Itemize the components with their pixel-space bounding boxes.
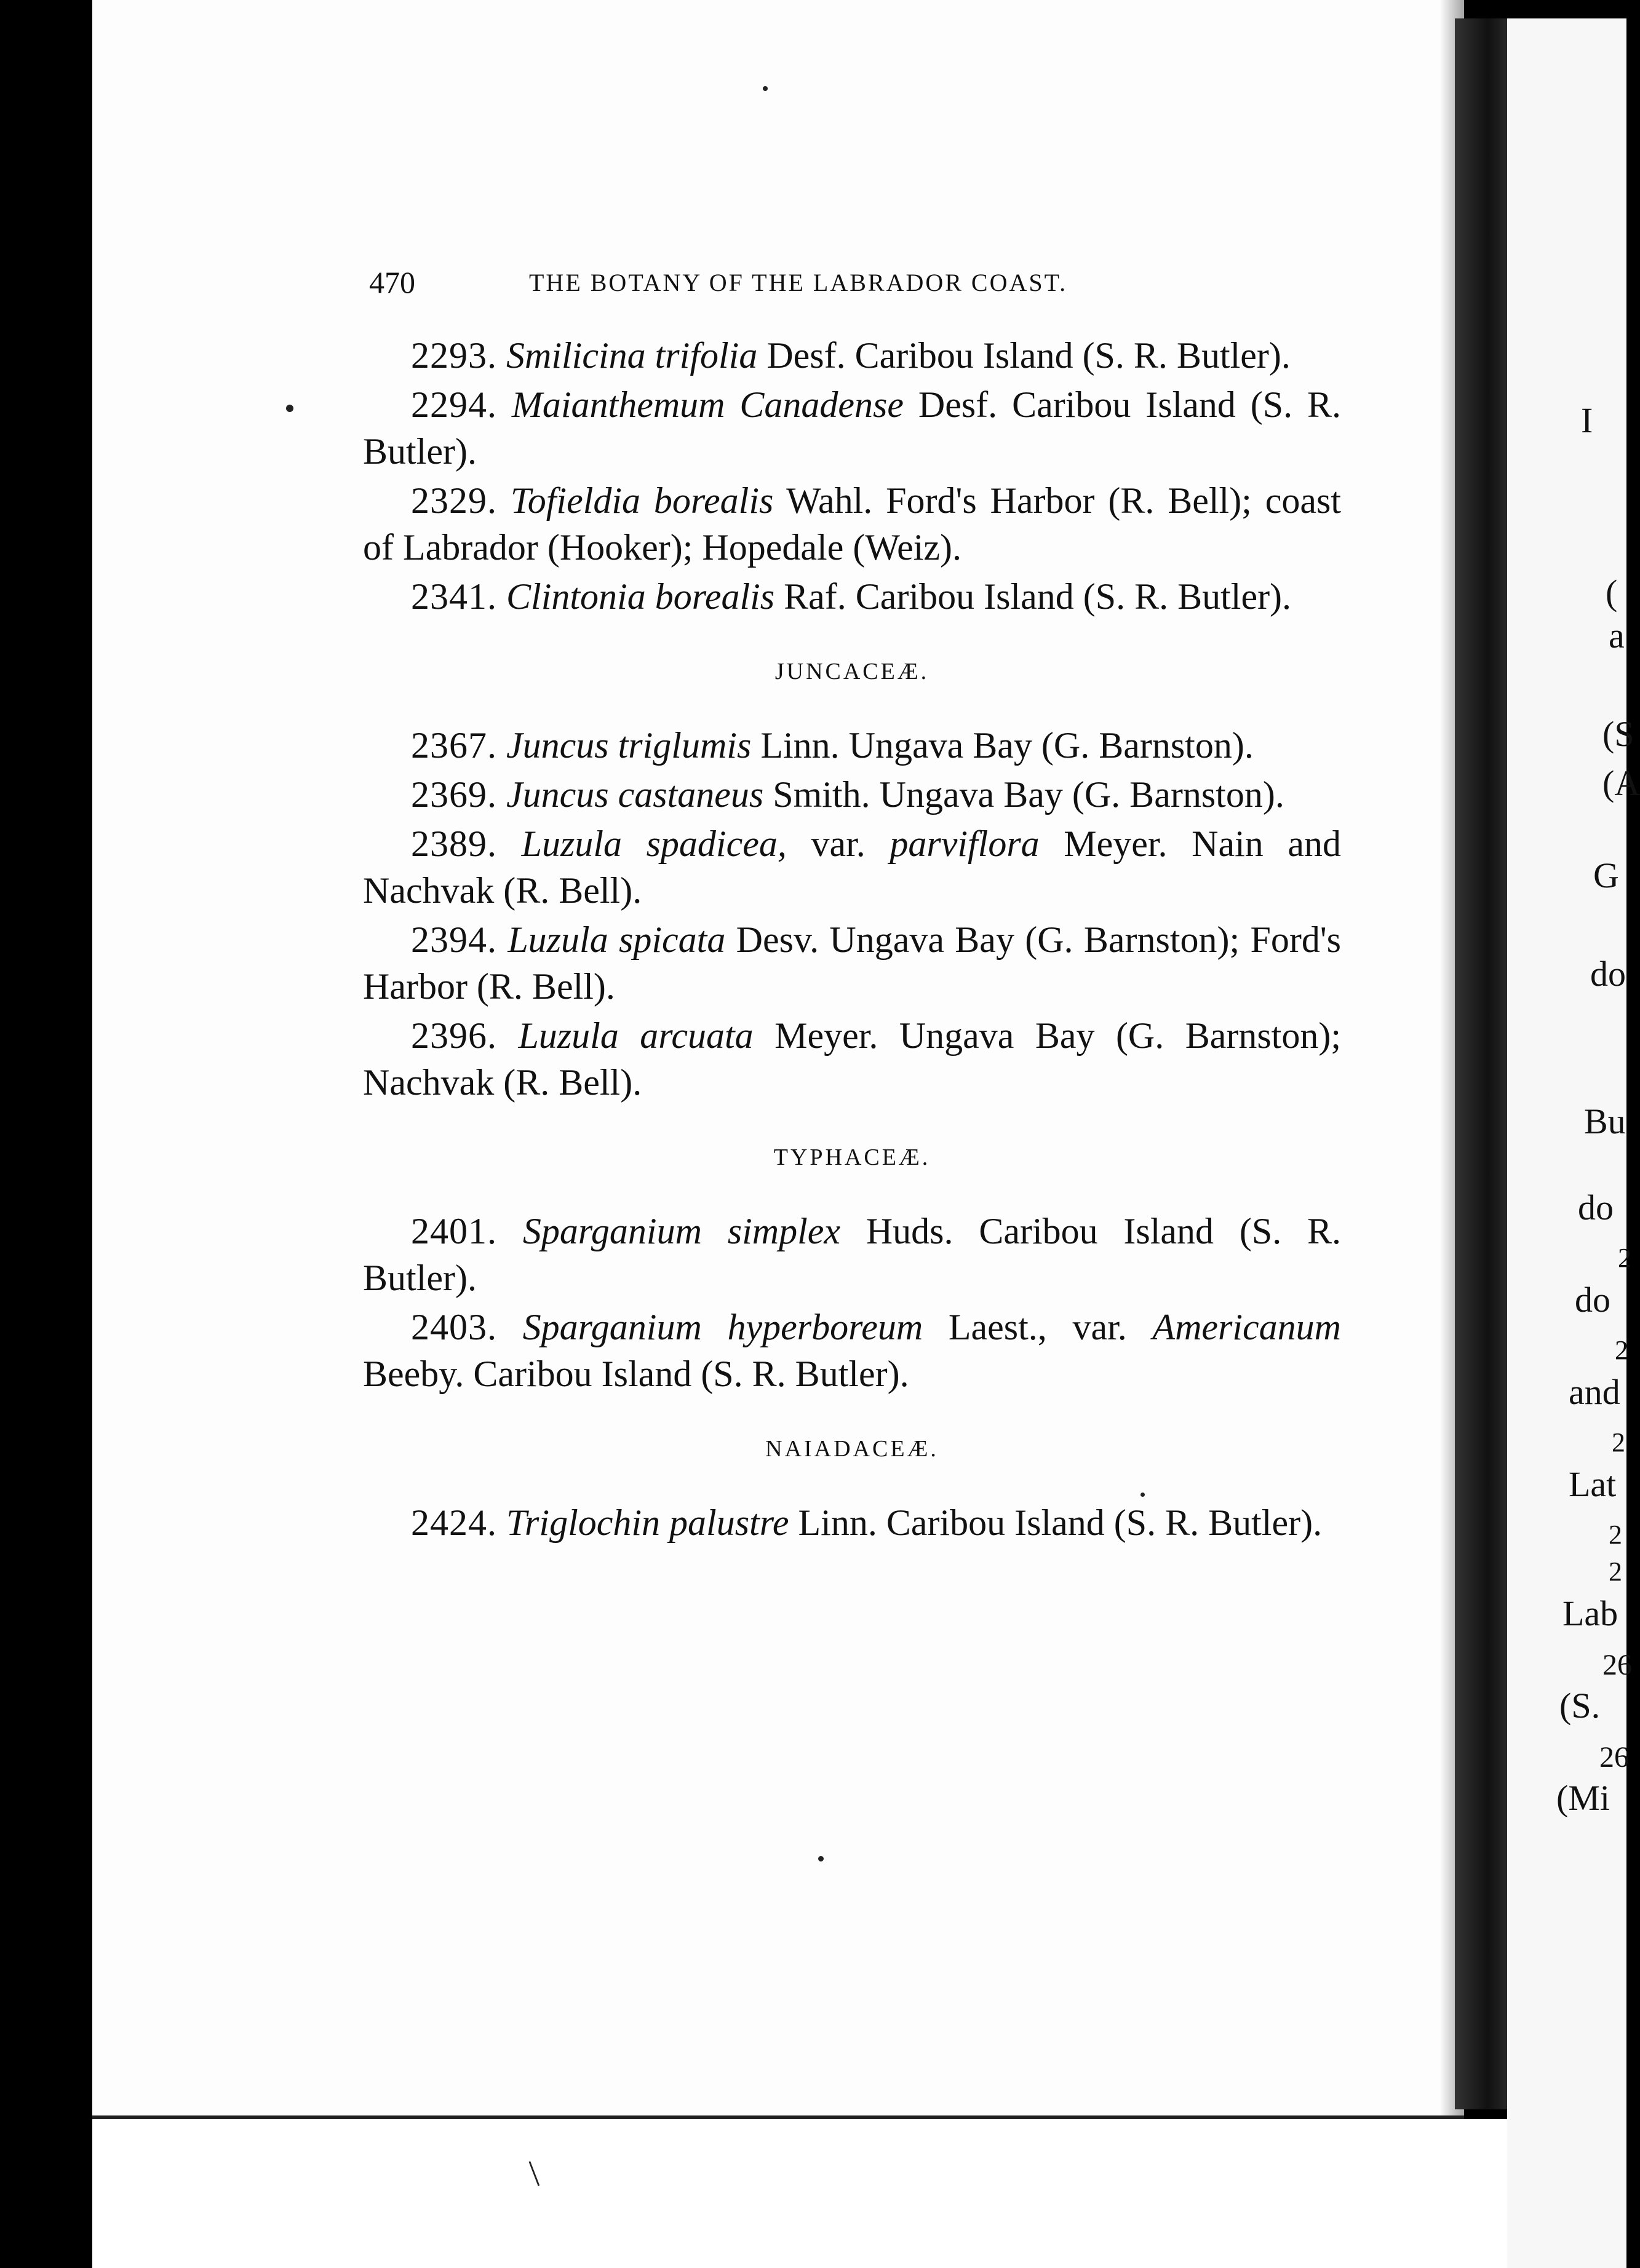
- species-entry: [363, 771, 1341, 818]
- running-head: [369, 264, 1230, 307]
- species-entry: [363, 1304, 1341, 1397]
- entry-text: Huds. Caribou Island (S. R. Butler).: [363, 1211, 1342, 1298]
- species-entry: [363, 722, 1341, 769]
- entry-text: Laest., var.: [923, 1307, 1153, 1347]
- species-entry: [363, 381, 1341, 475]
- family-heading: JUNCACEÆ.: [774, 659, 929, 684]
- entry-number: 2367.: [411, 725, 497, 766]
- margin-dot: [286, 405, 293, 412]
- entry-text: var.: [786, 823, 890, 864]
- variety-name: parviflora: [890, 823, 1040, 864]
- entry-text: Raf. Caribou Island (S. R. Butler).: [774, 576, 1292, 617]
- facing-page-edge: [1507, 18, 1640, 2268]
- entry-number: 2369.: [411, 774, 497, 815]
- entry-number: 2403.: [411, 1307, 497, 1347]
- margin-dot: [818, 1856, 824, 1862]
- species-entry: [363, 573, 1341, 620]
- entry-number: 2329.: [411, 480, 497, 521]
- margin-mark: /: [517, 2154, 551, 2192]
- facing-page-fragment: Lat: [1569, 1464, 1617, 1504]
- species-name: Luzula spadicea,: [521, 823, 787, 864]
- species-name: Luzula spicata: [508, 919, 726, 960]
- entry-text: Meyer. Nain and Nachvak (R. Bell).: [363, 823, 1341, 911]
- facing-page-fragment: 2: [1609, 1520, 1622, 1550]
- entry-number: 2293.: [411, 335, 497, 376]
- species-name: Luzula arcuata: [518, 1015, 754, 1056]
- facing-page-fragment: a: [1609, 616, 1625, 656]
- facing-page-fragment: Bu: [1584, 1101, 1626, 1141]
- species-name: Clintonia borealis: [506, 576, 775, 617]
- page-body: [363, 332, 1341, 1548]
- book-gutter: [1455, 18, 1510, 2109]
- facing-page-fragment: do: [1590, 954, 1626, 994]
- species-name: Juncus triglumis: [506, 725, 752, 766]
- facing-page-fragment: do: [1578, 1188, 1614, 1227]
- facing-page-fragment: (S.: [1559, 1686, 1601, 1726]
- species-entry: [363, 1012, 1341, 1106]
- facing-page-fragment: 26: [1602, 1649, 1632, 1681]
- species-entry: [363, 1208, 1341, 1301]
- entry-text: Desv. Ungava Bay (G. Barnston); Ford's Harbor (R. Bell).: [363, 919, 1341, 1007]
- facing-page-fragment: 2: [1612, 1427, 1625, 1457]
- facing-page-fragment: and: [1569, 1372, 1620, 1412]
- facing-page-fragment: (Mi: [1556, 1778, 1610, 1818]
- entry-number: 2401.: [411, 1211, 497, 1251]
- species-name: Smilicina trifolia: [506, 335, 758, 376]
- entry-number: 2396.: [411, 1015, 497, 1056]
- facing-page-fragment: (S: [1602, 714, 1634, 754]
- species-name: Maianthemum Canadense: [511, 384, 904, 425]
- entry-number: 2389.: [411, 823, 497, 864]
- entry-number: 2394.: [411, 919, 497, 960]
- facing-page-fragment: 2: [1609, 1556, 1622, 1587]
- facing-page-fragment: I: [1581, 400, 1593, 440]
- facing-page-fragment: 2: [1615, 1335, 1628, 1365]
- facing-page-fragment: 26: [1599, 1741, 1629, 1774]
- entry-text: Desf. Caribou Island (S. R. Butler).: [363, 384, 1342, 472]
- species-name: Sparganium simplex: [522, 1211, 841, 1251]
- entry-text: Smith. Ungava Bay (G. Barnston).: [763, 774, 1284, 815]
- species-entry: [363, 332, 1341, 379]
- facing-page-fragment: Lab: [1562, 1593, 1618, 1633]
- family-heading: NAIADACEÆ.: [765, 1436, 939, 1462]
- species-name: Sparganium hyperboreum: [522, 1307, 923, 1347]
- page-bottom-strip: [92, 2119, 1507, 2268]
- book-spine-left: [0, 0, 95, 2268]
- entry-text: Beeby. Caribou Island (S. R. Butler).: [363, 1354, 909, 1394]
- species-name: Triglochin palustre: [506, 1502, 789, 1543]
- entry-text: Desf. Caribou Island (S. R. Butler).: [757, 335, 1291, 376]
- species-name: Juncus castaneus: [506, 774, 764, 815]
- species-entry: [363, 477, 1341, 571]
- species-entry: [363, 1499, 1341, 1546]
- facing-page-fragment: 2: [1618, 1243, 1631, 1273]
- margin-dot: [763, 86, 768, 91]
- facing-page-fragment: (A: [1602, 763, 1640, 803]
- entry-text: Wahl. Ford's Harbor (R. Bell); coast of Labrador (Hooker); Hopedale (Weiz).: [363, 480, 1341, 568]
- species-name: Tofieldia borealis: [510, 480, 774, 521]
- entry-number: 2424.: [411, 1502, 497, 1543]
- facing-page-fragment: do: [1575, 1280, 1610, 1320]
- entry-number: 2294.: [411, 384, 497, 425]
- facing-page-fragment: G: [1593, 855, 1619, 895]
- variety-name: Americanum: [1152, 1307, 1342, 1347]
- entry-text: Linn. Ungava Bay (G. Barnston).: [751, 725, 1254, 766]
- species-entry: [363, 820, 1341, 914]
- entry-text: Meyer. Ungava Bay (G. Barnston); Nachvak (R. Bell).: [363, 1015, 1341, 1103]
- page-number: 470: [369, 265, 415, 299]
- entry-number: 2341.: [411, 576, 497, 617]
- species-entry: [363, 916, 1341, 1010]
- family-heading: TYPHACEÆ.: [773, 1144, 931, 1170]
- running-title: THE BOTANY OF THE LABRADOR COAST.: [529, 269, 1068, 296]
- entry-text: Linn. Caribou Island (S. R. Butler).: [789, 1502, 1323, 1543]
- facing-page-fragment: (: [1606, 573, 1618, 613]
